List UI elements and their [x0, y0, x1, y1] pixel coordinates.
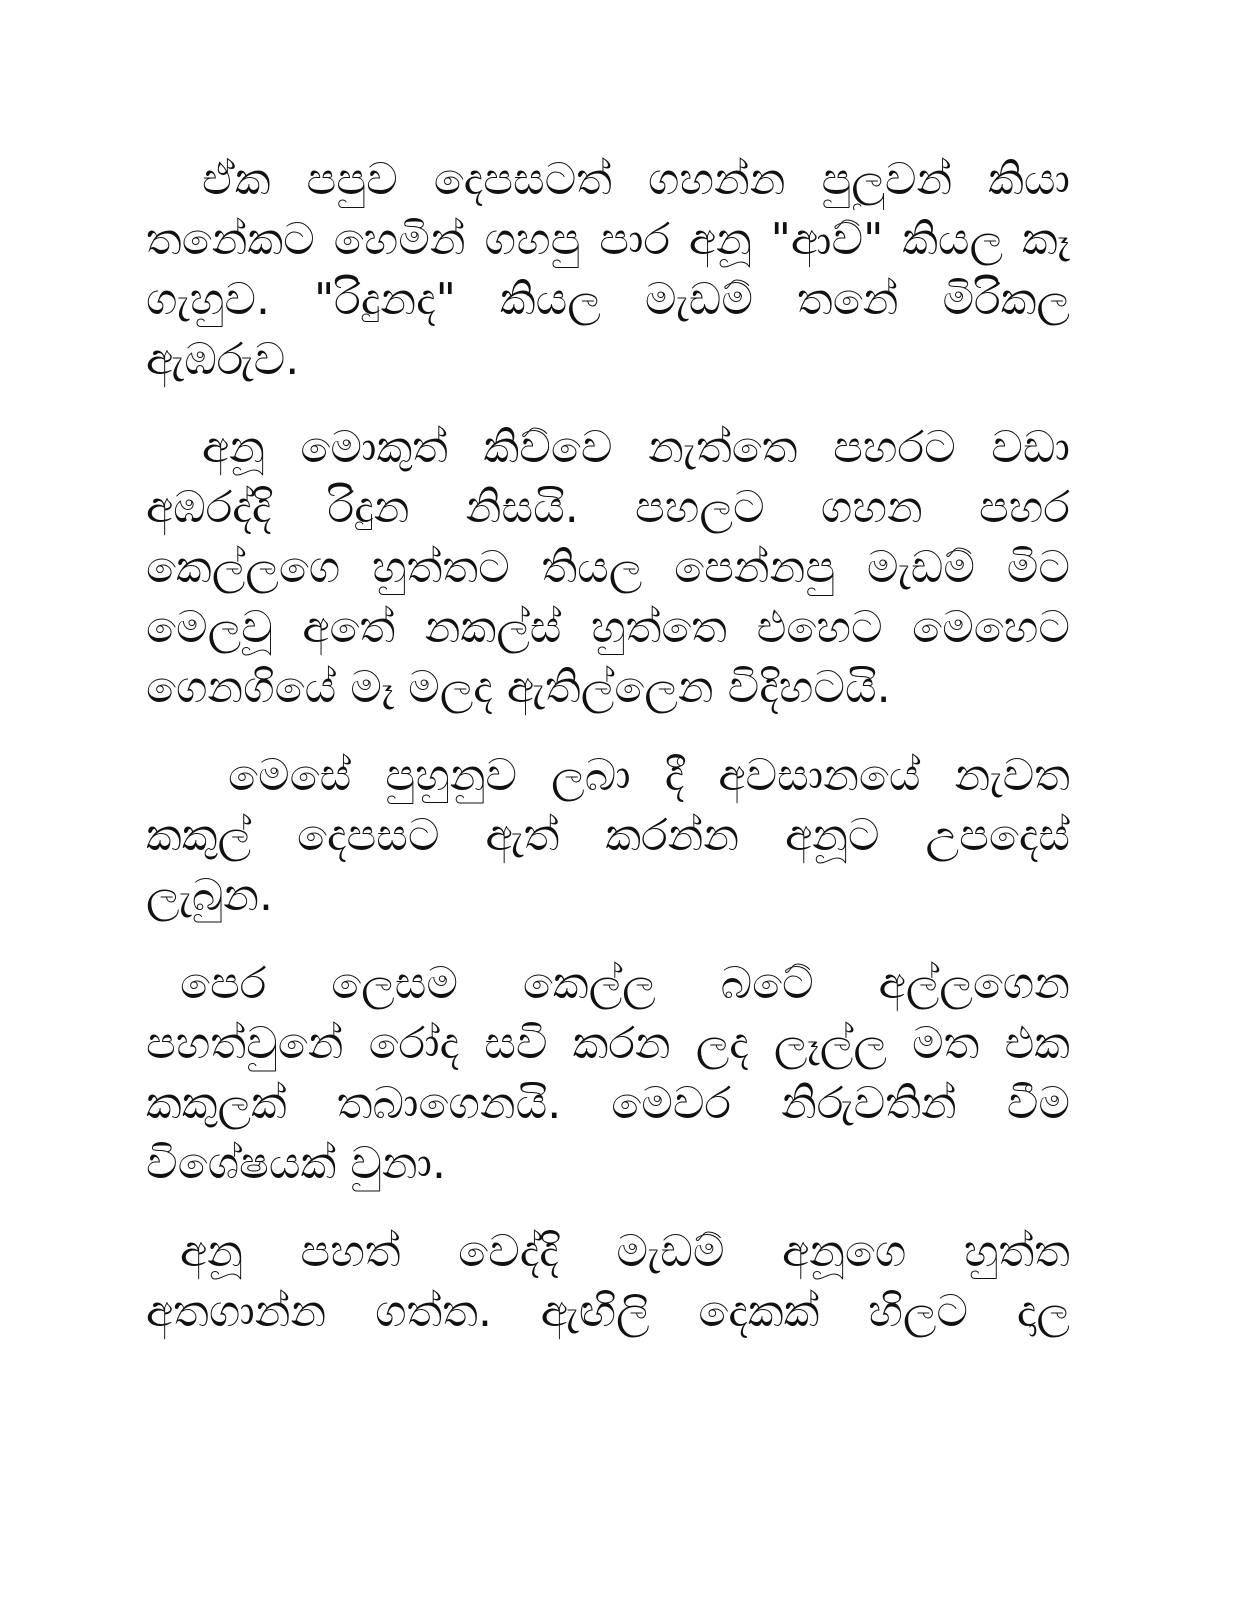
paragraph-line: කකුල් දෙපසට ඇත් කරන්න අනූට උපදෙස්	[146, 810, 1070, 861]
paragraph-line: ඒක පපුව දෙපසටත් ගහන්න පුලුවන් කියා	[202, 154, 1070, 205]
paragraph-line: කෙල්ලගෙ හුත්තට තියල පෙන්නපු මැඩම් මිට	[146, 542, 1070, 593]
paragraph-1	[146, 150, 1070, 390]
paragraph-line: අතගාන්න ගත්ත. ඇඟිලි දෙකක් හිලට දාල	[146, 1286, 1070, 1337]
paragraph-line: අනූ මොකුත් කිව්වෙ නැත්තෙ පහරට වඩා	[202, 422, 1070, 473]
paragraph-line: ඇඹරුව.	[146, 334, 300, 385]
paragraph-line: පහත්වුනේ රෝද සවි කරන ලද ලෑල්ල මත එක	[146, 1018, 1070, 1069]
paragraph-5	[146, 1222, 1070, 1342]
paragraph-line: මෙසේ පුහුනුව ලබා දී අවසානයේ නැවත	[228, 750, 1070, 801]
paragraph-line: ලැබුන.	[146, 870, 274, 921]
paragraph-line: මෙලවූ අතේ නකල්ස් හුත්තෙ එහෙට මෙහෙට	[146, 602, 1070, 653]
document-body	[146, 150, 1070, 1342]
paragraph-4	[146, 954, 1070, 1194]
paragraph-line: අඹරද්දි රිදුන නිසයි. පහලට ගහන පහර	[146, 482, 1070, 533]
paragraph-3	[146, 746, 1070, 926]
paragraph-line: ගෙනගියේ මෑ මලද ඇතිල්ලෙන විදිහටයි.	[146, 662, 891, 713]
paragraph-line: කකුලක් තබාගෙනයි. මෙවර නිරුවතින් වීම	[146, 1078, 1070, 1129]
paragraph-line: විශේෂයක් වුනා.	[146, 1138, 447, 1189]
paragraph-line: පෙර ලෙසම කෙල්ල බටේ අල්ලගෙන	[180, 958, 1070, 1009]
paragraph-line: ගැහුව. "රිදුනද" කියල මැඩම් තනේ මිරිකල	[146, 274, 1070, 325]
paragraph-line: තනේකට හෙමින් ගහපු පාර අනූ "ආව්" කියල කෑ	[146, 214, 1070, 265]
paragraph-2	[146, 418, 1070, 718]
paragraph-line: අනූ පහත් වෙද්දි මැඩම් අනූගෙ හුත්ත	[180, 1226, 1070, 1277]
